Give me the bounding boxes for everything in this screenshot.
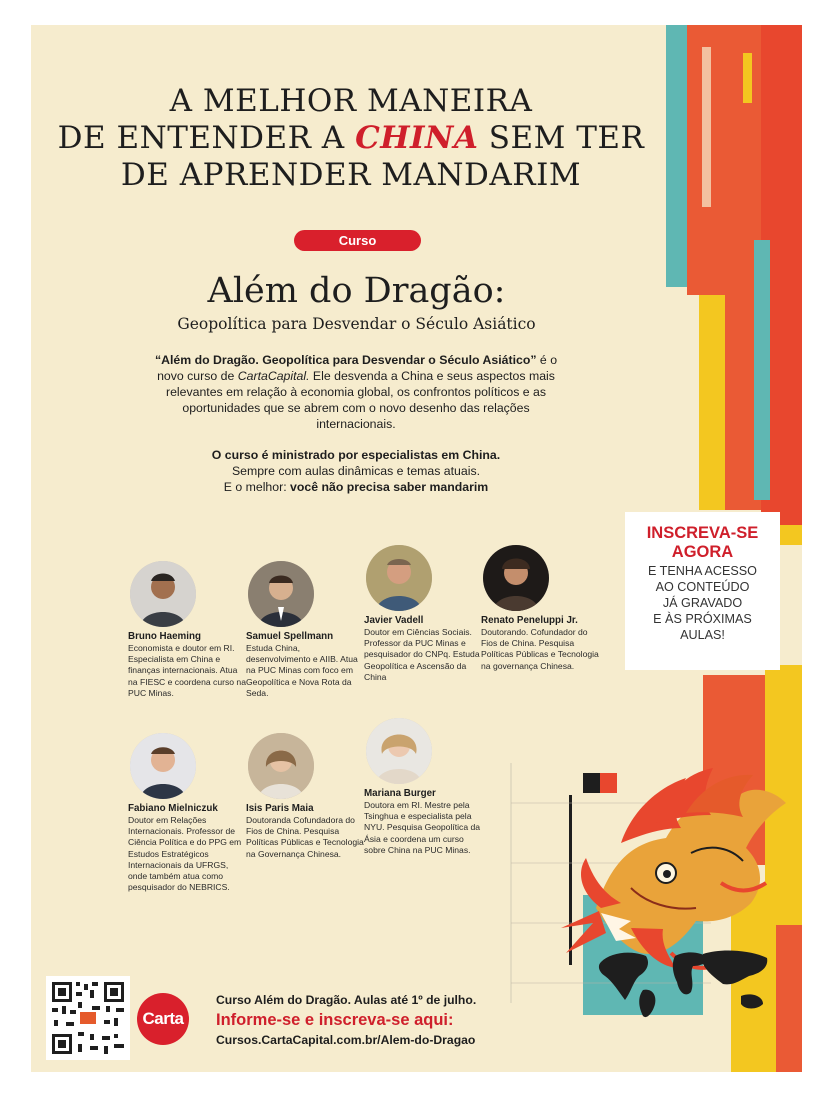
headline-line3: DE APRENDER MANDARIM: [120, 157, 582, 193]
headline-highlight: CHINA: [355, 120, 479, 156]
speaker-bio: Doutor em Relações Internacionais. Professor de Ciência Política e do PPG em Estudos Estratégicos Internacionais da UFRGS, onde também atua como pesquisador do NEBRICS.: [128, 815, 242, 893]
headline-line2: [31, 120, 671, 157]
speaker-card: [364, 788, 484, 856]
course-description: [151, 352, 561, 432]
speaker-card: [481, 615, 601, 672]
description-part2: Ele desvenda a China e seus aspectos mais relevantes em relação à economia global, os confrontos políticos e as oportunidades que se abrem com o novo desenho das relações internacionais.: [165, 369, 555, 431]
info-line3-bold: você não precisa saber mandarim: [290, 480, 489, 494]
description-part1: é o novo curso de: [157, 353, 558, 383]
cta-title: [625, 524, 780, 562]
speaker-name: Javier Vadell: [364, 615, 424, 626]
cta-line6: E ÀS PRÓXIMAS: [653, 612, 752, 626]
speaker-name: Samuel Spellmann: [246, 631, 334, 642]
speaker-bio: Economista e doutor em RI. Especialista em China e finanças internacionais. Atua na FIESC e coordena curso na PUC Minas.: [128, 643, 246, 698]
footer-url[interactable]: Cursos.CartaCapital.com.br/Alem-do-Dragao: [216, 1033, 476, 1047]
speaker-photo: [366, 545, 432, 611]
speaker-card: [246, 631, 366, 699]
course-info: [151, 447, 561, 495]
course-badge: Curso: [294, 230, 421, 251]
speaker-photo: [248, 733, 314, 799]
headline-line2-post: SEM TER: [478, 120, 645, 156]
carta-logo-icon: Carta: [137, 993, 189, 1045]
headline: [31, 83, 671, 194]
signup-callout[interactable]: [625, 512, 780, 670]
course-title: Além do Dragão:: [207, 271, 506, 311]
speaker-name: Bruno Haeming: [128, 631, 201, 642]
info-line2: Sempre com aulas dinâmicas e temas atuais.: [231, 464, 481, 478]
cta-line2: AGORA: [671, 543, 734, 561]
speaker-bio: Doutoranda Cofundadora do Fios de China. Pesquisa Políticas Públicas e Tecnologia na Governança Chinesa.: [246, 815, 364, 859]
world-map-icon: [591, 942, 781, 1022]
speaker-name: Mariana Burger: [364, 788, 436, 799]
speaker-bio: Doutorando. Cofundador do Fios de China. Pesquisa Políticas Públicas e Tecnologia na governança Chinesa.: [481, 627, 599, 671]
footer-signup-text: Informe-se e inscreva-se aqui:: [216, 1011, 454, 1029]
qr-code-icon[interactable]: [46, 976, 130, 1060]
info-bold-line: O curso é ministrado por especialistas em China.: [211, 448, 501, 462]
speaker-photo: [366, 718, 432, 784]
footer-course-info: Curso Além do Dragão. Aulas até 1º de julho.: [216, 993, 477, 1007]
speaker-card: [128, 631, 248, 699]
cta-line4: AO CONTEÚDO: [655, 580, 750, 594]
speaker-name: Isis Paris Maia: [246, 803, 314, 814]
cta-line1: INSCREVA-SE: [646, 524, 759, 542]
speaker-photo: [130, 733, 196, 799]
cta-line3: E TENHA ACESSO: [648, 564, 757, 578]
info-line3-pre: E o melhor:: [223, 480, 291, 494]
cta-line5: JÁ GRAVADO: [662, 596, 743, 610]
headline-line1: A MELHOR MANEIRA: [169, 83, 533, 119]
speaker-bio: Doutor em Ciências Sociais. Professor da PUC Minas e pesquisador do CNPq. Estuda Geopolítica e Ascensão da China: [364, 627, 480, 682]
cta-text: [625, 563, 780, 643]
description-bold: “Além do Dragão. Geopolítica para Desvendar o Século Asiático”: [154, 353, 537, 367]
poster: [31, 25, 802, 1072]
speaker-photo: [483, 545, 549, 611]
headline-line2-pre: DE ENTENDER A: [57, 120, 356, 156]
speaker-photo: [130, 561, 196, 627]
speaker-photo: [248, 561, 314, 627]
speaker-bio: Doutora em RI. Mestre pela Tsinghua e especialista pela NYU. Pesquisa Geopolítica da Ásia e coordena um curso sobre China na PUC Minas.: [364, 800, 481, 855]
speaker-card: [364, 615, 484, 683]
speaker-bio: Estuda China, desenvolvimento e AIIB. Atua na PUC Minas com foco em Geopolítica e Nova Rota da Seda.: [246, 643, 358, 698]
cta-line7: AULAS!: [680, 628, 725, 642]
description-brand: CartaCapital.: [237, 369, 310, 383]
speaker-name: Fabiano Mielniczuk: [128, 803, 218, 814]
speaker-name: Renato Peneluppi Jr.: [481, 615, 578, 626]
course-subtitle: Geopolítica para Desvendar o Século Asiático: [177, 315, 536, 333]
speaker-card: [246, 803, 366, 860]
speaker-card: [128, 803, 248, 893]
